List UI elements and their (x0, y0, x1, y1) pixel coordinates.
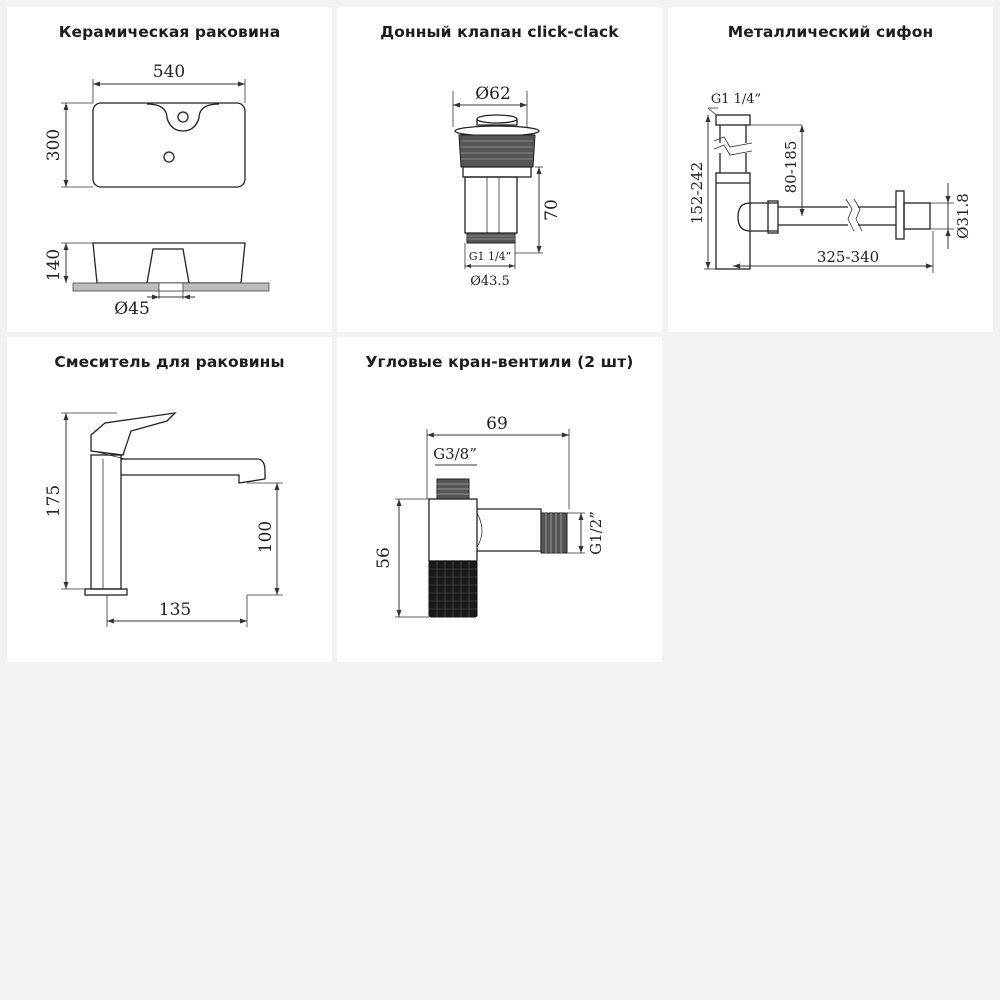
basin-drawing (7, 7, 332, 332)
drain-label: Ø45 (114, 299, 150, 319)
drain-hole (164, 152, 174, 162)
total-height-label: 175 (44, 484, 64, 518)
total-height-label: 152-242 (688, 161, 706, 225)
siphon-drawing (668, 7, 993, 332)
bottom-diameter-label: Ø43.5 (470, 274, 510, 289)
length-range-label: 325-340 (816, 248, 880, 266)
height-label: 300 (44, 128, 64, 162)
thread-label: G1 1/4” (710, 92, 762, 107)
height-label: 70 (542, 199, 562, 221)
basin-inner-bowl (147, 249, 189, 283)
mixer-handle (91, 413, 175, 455)
spout-height-label: 100 (256, 520, 276, 554)
siphon-bottle (716, 173, 750, 269)
card-angle-valves (337, 337, 662, 662)
card-metal-siphon (668, 7, 993, 332)
valve-tail (465, 177, 517, 233)
card-title: Угловые кран-вентили (2 шт) (365, 353, 634, 371)
card-title: Донный клапан click-clack (380, 23, 619, 41)
mixer-drawing (7, 337, 332, 662)
card-title: Смеситель для раковины (54, 353, 285, 371)
wall-flange (896, 191, 904, 239)
card-title: Металлический сифон (727, 23, 934, 41)
mixer-base (85, 589, 127, 595)
valve-thread-body (459, 135, 535, 167)
outlet-thread-label: G1/2” (587, 511, 605, 555)
pipe-diameter-label: Ø31.8 (954, 193, 972, 239)
card-ceramic-basin (7, 7, 332, 332)
tap-hole (178, 112, 188, 122)
spout-length-label: 135 (158, 600, 192, 620)
top-diameter-label: Ø62 (475, 84, 511, 104)
valve-body (429, 499, 477, 561)
inlet-thread-label: G3/8” (433, 445, 477, 463)
card-click-clack-valve (337, 7, 662, 332)
card-basin-mixer (7, 337, 332, 662)
basin-top-outline (93, 103, 245, 187)
basin-tap-deck (147, 104, 219, 131)
angle-valve-drawing (337, 337, 662, 662)
mixer-body (91, 455, 121, 589)
height-label: 56 (374, 547, 394, 569)
siphon-cap (716, 115, 750, 125)
outlet-thread (541, 513, 567, 553)
mixer-spout (121, 459, 265, 483)
thread-label: G1 1/4” (468, 250, 512, 263)
width-label: 540 (152, 62, 186, 82)
card-title: Керамическая раковина (58, 23, 281, 41)
height-range-label: 80-185 (782, 140, 800, 194)
valve-drawing (337, 7, 662, 332)
length-label: 69 (486, 414, 508, 434)
side-height-label: 140 (44, 248, 64, 282)
